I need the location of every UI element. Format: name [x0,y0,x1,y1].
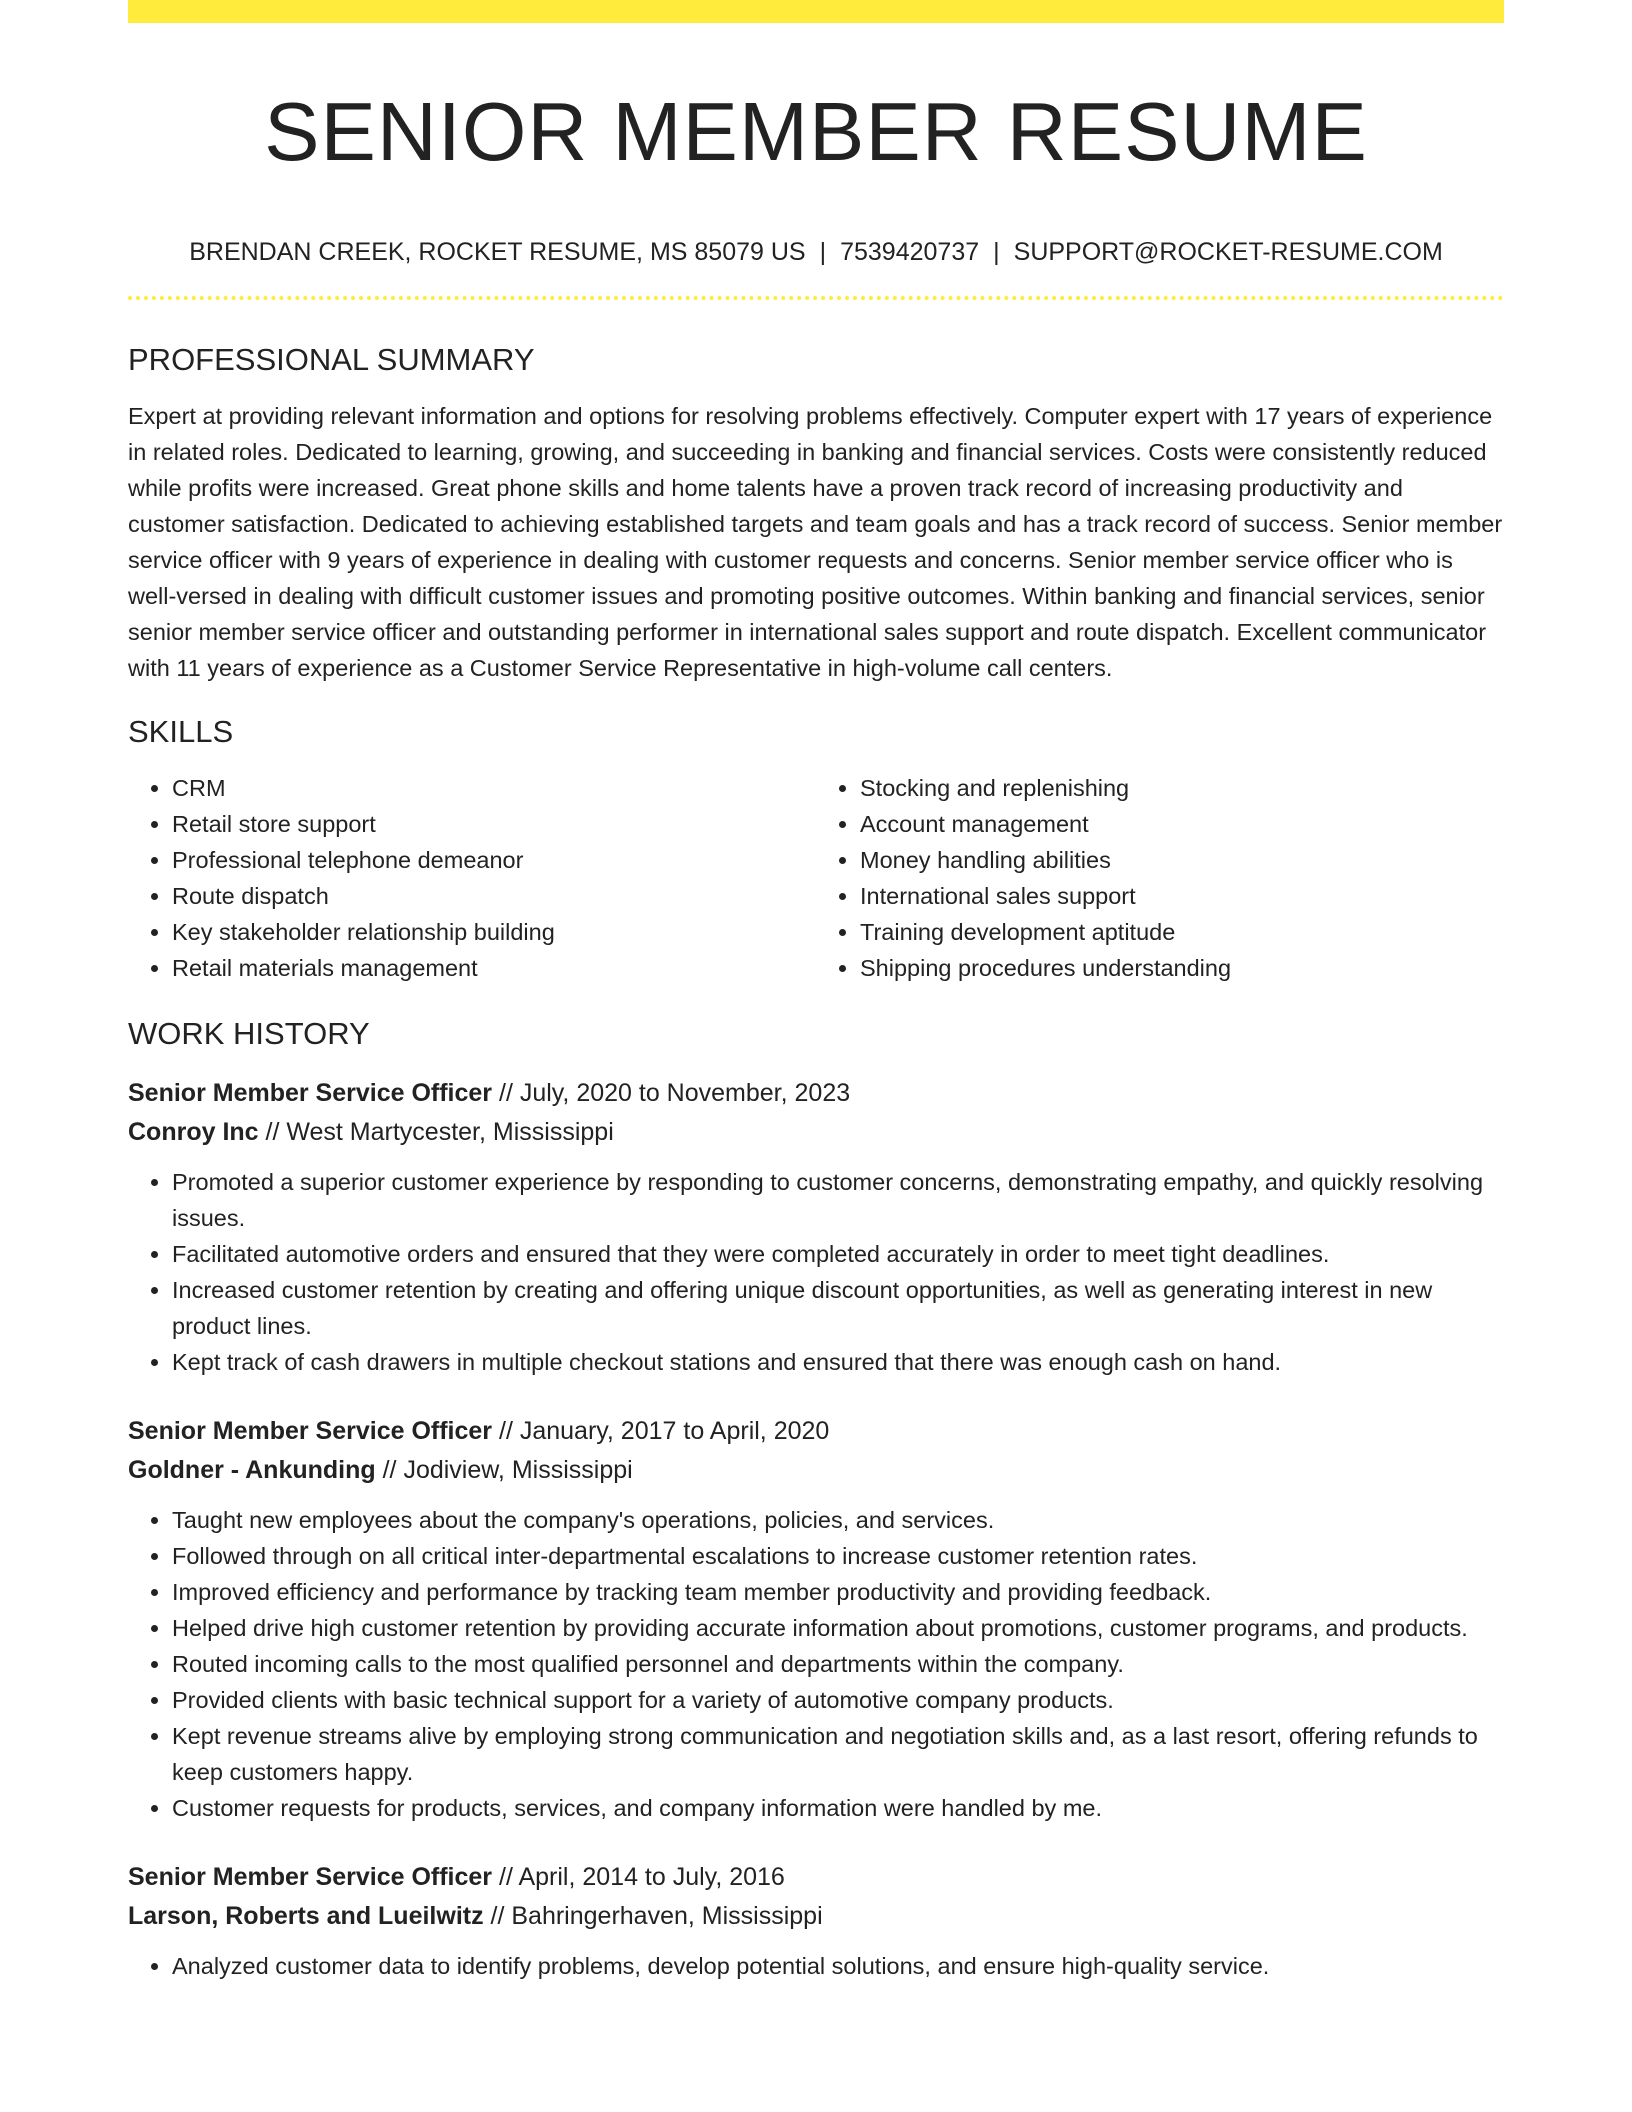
job-company-line [128,1451,1504,1490]
job-location: // Jodiview, Mississippi [375,1456,633,1484]
skill-item: • Training development aptitude [860,914,1504,950]
job-company: Conroy Inc [128,1118,259,1146]
resume-content [128,0,1504,1984]
job-title-line [128,1074,1504,1113]
job-bullets [128,1164,1504,1380]
skill-item: • Route dispatch [172,878,816,914]
job-title: Senior Member Service Officer [128,1417,493,1445]
job-title: Senior Member Service Officer [128,1863,493,1891]
skill-item: • Shipping procedures understanding [860,950,1504,986]
contact-separator: | [819,238,827,266]
job-dates: // January, 2017 to April, 2020 [492,1417,830,1445]
contact-address: BRENDAN CREEK, ROCKET RESUME, MS 85079 US [189,238,806,266]
skill-item: • Key stakeholder relationship building [172,914,816,950]
job-bullet: • Customer requests for products, services, and company information were handled by me. [172,1790,1504,1826]
job-bullet: • Helped drive high customer retention by providing accurate information about promotions, customer programs, and products. [172,1610,1504,1646]
skill-item: • Stocking and replenishing [860,770,1504,806]
job-bullets [128,1948,1504,1984]
job-bullet: • Facilitated automotive orders and ensured that they were completed accurately in order to meet tight deadlines. [172,1236,1504,1272]
job-bullet: • Analyzed customer data to identify problems, develop potential solutions, and ensure high-quality service. [172,1948,1504,1984]
job-dates: // April, 2014 to July, 2016 [492,1863,785,1891]
resume-title: SENIOR MEMBER RESUME [264,85,1368,178]
contact-line [128,234,1504,270]
skills-column-right [816,770,1504,986]
job-bullets [128,1502,1504,1826]
skill-item: • International sales support [860,878,1504,914]
job-company-line [128,1113,1504,1152]
contact-email: SUPPORT@ROCKET-RESUME.COM [1013,238,1443,266]
job-location: // West Martycester, Mississippi [258,1118,614,1146]
job-entry [128,1412,1504,1826]
job-location: // Bahringerhaven, Mississippi [483,1902,823,1930]
job-bullet: • Taught new employees about the company's operations, policies, and services. [172,1502,1504,1538]
skill-item: • CRM [172,770,816,806]
skill-item: • Money handling abilities [860,842,1504,878]
summary-heading: PROFESSIONAL SUMMARY [128,342,535,377]
work-history-heading: WORK HISTORY [128,1016,370,1051]
job-bullet: • Routed incoming calls to the most qualified personnel and departments within the company. [172,1646,1504,1682]
skills-heading: SKILLS [128,714,234,749]
job-bullet: • Followed through on all critical inter-departmental escalations to increase customer retention rates. [172,1538,1504,1574]
job-title-line [128,1858,1504,1897]
job-title: Senior Member Service Officer [128,1079,493,1107]
job-entry [128,1074,1504,1380]
skill-item: • Professional telephone demeanor [172,842,816,878]
skill-item: • Retail materials management [172,950,816,986]
summary-text: Expert at providing relevant information and options for resolving problems effectively. Computer expert with 17 years of experience in related roles. Dedicated to learning, growing, and succeeding in banking and financial services. Costs were consistently reduced while profits were increased. Great phone skills and home talents have a proven track record of increasing productivity and customer satisfaction. Dedicated to achieving established targets and team goals and has a track record of success. Senior member service officer with 9 years of experience in dealing with customer requests and concerns. Senior member service officer who is well-versed in dealing with difficult customer issues and promoting positive outcomes. Within banking and financial services, senior senior member service officer and outstanding performer in international sales support and route dispatch. Excellent communicator with 11 years of experience as a Customer Service Representative in high-volume call centers. [128,403,1503,681]
skills-grid [128,770,1504,986]
job-company-line [128,1897,1504,1936]
job-bullet: • Kept revenue streams alive by employing strong communication and negotiation skills and, as a last resort, offering refunds to keep customers happy. [172,1718,1504,1790]
skills-column-left [128,770,816,986]
job-bullet: • Improved efficiency and performance by tracking team member productivity and providing feedback. [172,1574,1504,1610]
job-dates: // July, 2020 to November, 2023 [492,1079,851,1107]
job-bullet: • Increased customer retention by creating and offering unique discount opportunities, as well as generating interest in new product lines. [172,1272,1504,1344]
job-bullet: • Kept track of cash drawers in multiple checkout stations and ensured that there was enough cash on hand. [172,1344,1504,1380]
skill-item: • Account management [860,806,1504,842]
contact-phone: 7539420737 [840,238,980,266]
dotted-divider [128,296,1504,300]
job-company: Goldner - Ankunding [128,1456,376,1484]
job-bullet: • Promoted a superior customer experience by responding to customer concerns, demonstrating empathy, and quickly resolving issues. [172,1164,1504,1236]
skill-item: • Retail store support [172,806,816,842]
job-entry [128,1858,1504,1984]
job-bullet: • Provided clients with basic technical support for a variety of automotive company products. [172,1682,1504,1718]
job-title-line [128,1412,1504,1451]
contact-separator: | [993,238,1000,266]
job-company: Larson, Roberts and Lueilwitz [128,1902,484,1930]
